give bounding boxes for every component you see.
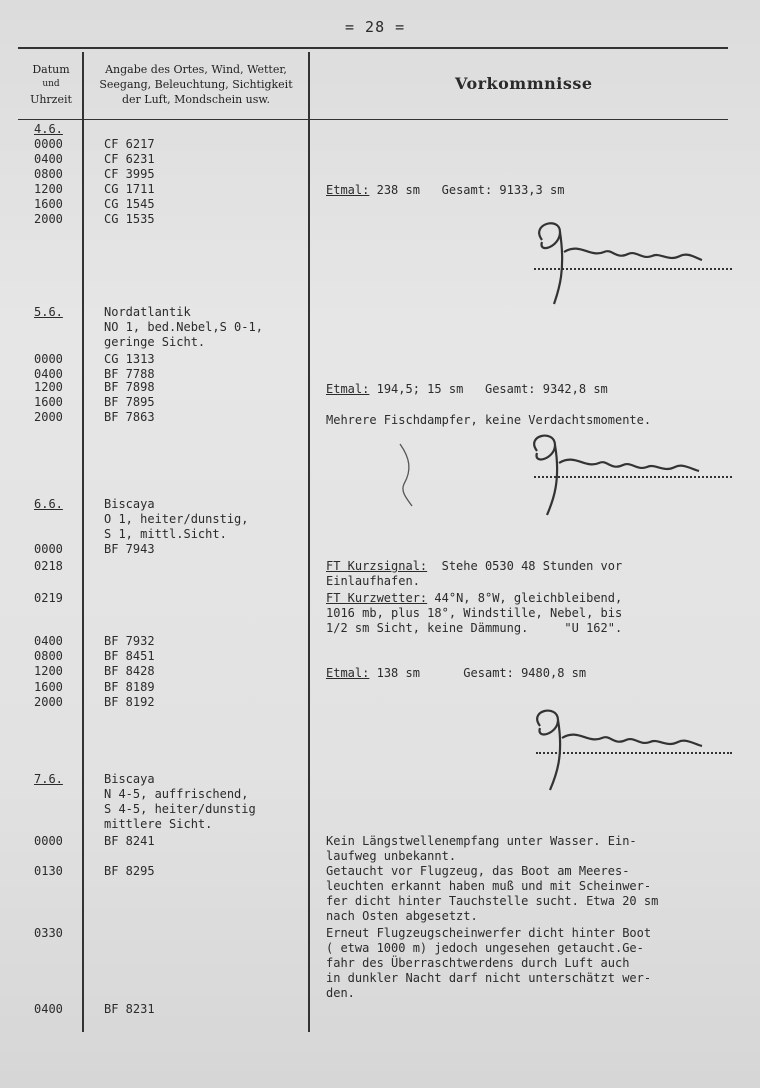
weather-line: mittlere Sicht.: [104, 817, 213, 831]
time-cell: 0130: [34, 864, 63, 878]
handwritten-signature: [515, 425, 705, 520]
time-cell: 1600: [34, 197, 63, 211]
event-continuation: 1/2 sm Sicht, keine Dämmung. "U 162".: [326, 621, 623, 635]
signature-dotted-line: [534, 476, 732, 478]
time-cell: 2000: [34, 410, 63, 424]
date-label: 4.6.: [34, 122, 63, 136]
position-cell: BF 7895: [104, 395, 155, 409]
event-entry: [326, 382, 608, 397]
event-label: Etmal:: [326, 382, 370, 396]
column-divider-2: [308, 52, 310, 1032]
time-cell: 0000: [34, 352, 63, 366]
weather-line: S 4-5, heiter/dunstig: [104, 802, 256, 816]
event-continuation: 1016 mb, plus 18°, Windstille, Nebel, bis: [326, 606, 623, 620]
event-label: Etmal:: [326, 666, 370, 680]
time-cell: 0219: [34, 591, 63, 605]
time-cell: 1200: [34, 380, 63, 394]
time-cell: 0000: [34, 834, 63, 848]
time-cell: 0000: [34, 137, 63, 151]
position-cell: BF 7943: [104, 542, 155, 556]
time-cell: 1600: [34, 395, 63, 409]
position-cell: BF 8241: [104, 834, 155, 848]
page-number: = 28 =: [345, 18, 406, 36]
event-line: Kein Längstwellenempfang unter Wasser. Ein-: [326, 834, 637, 848]
position-cell: CG 1545: [104, 197, 155, 211]
time-cell: 0400: [34, 152, 63, 166]
column-divider-1: [82, 52, 84, 1032]
weather-line: O 1, heiter/dunstig,: [104, 512, 249, 526]
top-rule: [18, 47, 728, 49]
position-cell: CF 6217: [104, 137, 155, 151]
weather-line: geringe Sicht.: [104, 335, 206, 349]
event-line: nach Osten abgesetzt.: [326, 909, 478, 923]
position-cell: BF 7788: [104, 367, 155, 381]
event-label: Etmal:: [326, 183, 370, 197]
event-entry: Mehrere Fischdampfer, keine Verdachtsmomente.: [326, 413, 652, 427]
position-cell: CG 1711: [104, 182, 155, 196]
event-entry: [326, 559, 622, 574]
header-col1-line: und: [42, 79, 60, 89]
signature-dotted-line: [536, 752, 732, 754]
handwritten-signature: [518, 700, 708, 795]
time-cell: 0400: [34, 367, 63, 381]
event-entry: [326, 183, 564, 198]
header-col1-line: Datum: [32, 63, 70, 76]
weather-line: Biscaya: [104, 497, 155, 511]
position-cell: BF 7932: [104, 634, 155, 648]
header-events: Vorkommnisse: [455, 74, 593, 93]
time-cell: 0218: [34, 559, 63, 573]
signature-dotted-line: [534, 268, 732, 270]
time-cell: 2000: [34, 212, 63, 226]
date-label: 7.6.: [34, 772, 63, 786]
event-line: fer dicht hinter Tauchstelle sucht. Etwa 20 sm: [326, 894, 659, 908]
event-text: 138 sm Gesamt: 9480,8 sm: [376, 666, 587, 680]
pencil-mark: [392, 440, 422, 510]
header-col1-line: Uhrzeit: [30, 93, 72, 106]
weather-line: S 1, mittl.Sicht.: [104, 527, 227, 541]
event-label: FT Kurzwetter:: [326, 591, 428, 605]
event-line: Getaucht vor Flugzeug, das Boot am Meeres-: [326, 864, 630, 878]
time-cell: 0000: [34, 542, 63, 556]
header-col2-line: der Luft, Mondschein usw.: [121, 93, 271, 106]
header-location-weather: [86, 62, 306, 107]
position-cell: CF 6231: [104, 152, 155, 166]
time-cell: 1200: [34, 664, 63, 678]
time-cell: 0800: [34, 167, 63, 181]
header-col2-line: Seegang, Beleuchtung, Sichtigkeit: [99, 78, 293, 91]
position-cell: BF 7898: [104, 380, 155, 394]
event-continuation: Einlaufhafen.: [326, 574, 420, 588]
event-line: leuchten erkannt haben muß und mit Scheinwer-: [326, 879, 652, 893]
time-cell: 0800: [34, 649, 63, 663]
header-col2-line: Angabe des Ortes, Wind, Wetter,: [105, 63, 287, 76]
position-cell: BF 7863: [104, 410, 155, 424]
header-date-time: [22, 62, 80, 107]
event-entry: [326, 666, 586, 681]
event-line: ( etwa 1000 m) jedoch ungesehen getaucht.Ge-: [326, 941, 644, 955]
weather-line: NO 1, bed.Nebel,S 0-1,: [104, 320, 263, 334]
event-text: Stehe 0530 48 Stunden vor: [441, 559, 623, 573]
position-cell: CF 3995: [104, 167, 155, 181]
time-cell: 0400: [34, 1002, 63, 1016]
date-label: 5.6.: [34, 305, 63, 319]
event-line: Erneut Flugzeugscheinwerfer dicht hinter Boot: [326, 926, 652, 940]
weather-line: Biscaya: [104, 772, 155, 786]
position-cell: BF 8231: [104, 1002, 155, 1016]
time-cell: 1200: [34, 182, 63, 196]
position-cell: BF 8295: [104, 864, 155, 878]
header-rule: [18, 119, 728, 120]
event-line: in dunkler Nacht darf nicht unterschätzt wer-: [326, 971, 652, 985]
time-cell: 0330: [34, 926, 63, 940]
position-cell: CG 1535: [104, 212, 155, 226]
date-label: 6.6.: [34, 497, 63, 511]
event-entry: [326, 591, 622, 606]
event-text: 194,5; 15 sm Gesamt: 9342,8 sm: [376, 382, 608, 396]
position-cell: BF 8451: [104, 649, 155, 663]
position-cell: BF 8192: [104, 695, 155, 709]
position-cell: CG 1313: [104, 352, 155, 366]
event-text: 238 sm Gesamt: 9133,3 sm: [376, 183, 565, 197]
event-line: laufweg unbekannt.: [326, 849, 457, 863]
event-line: fahr des Überraschtwerdens durch Luft auch: [326, 956, 630, 970]
time-cell: 2000: [34, 695, 63, 709]
position-cell: BF 8428: [104, 664, 155, 678]
time-cell: 1600: [34, 680, 63, 694]
event-text: 44°N, 8°W, gleichbleibend,: [434, 591, 623, 605]
weather-line: N 4-5, auffrischend,: [104, 787, 249, 801]
position-cell: BF 8189: [104, 680, 155, 694]
time-cell: 0400: [34, 634, 63, 648]
handwritten-signature: [520, 212, 710, 307]
weather-line: Nordatlantik: [104, 305, 191, 319]
event-label: FT Kurzsignal:: [326, 559, 428, 573]
event-line: den.: [326, 986, 355, 1000]
